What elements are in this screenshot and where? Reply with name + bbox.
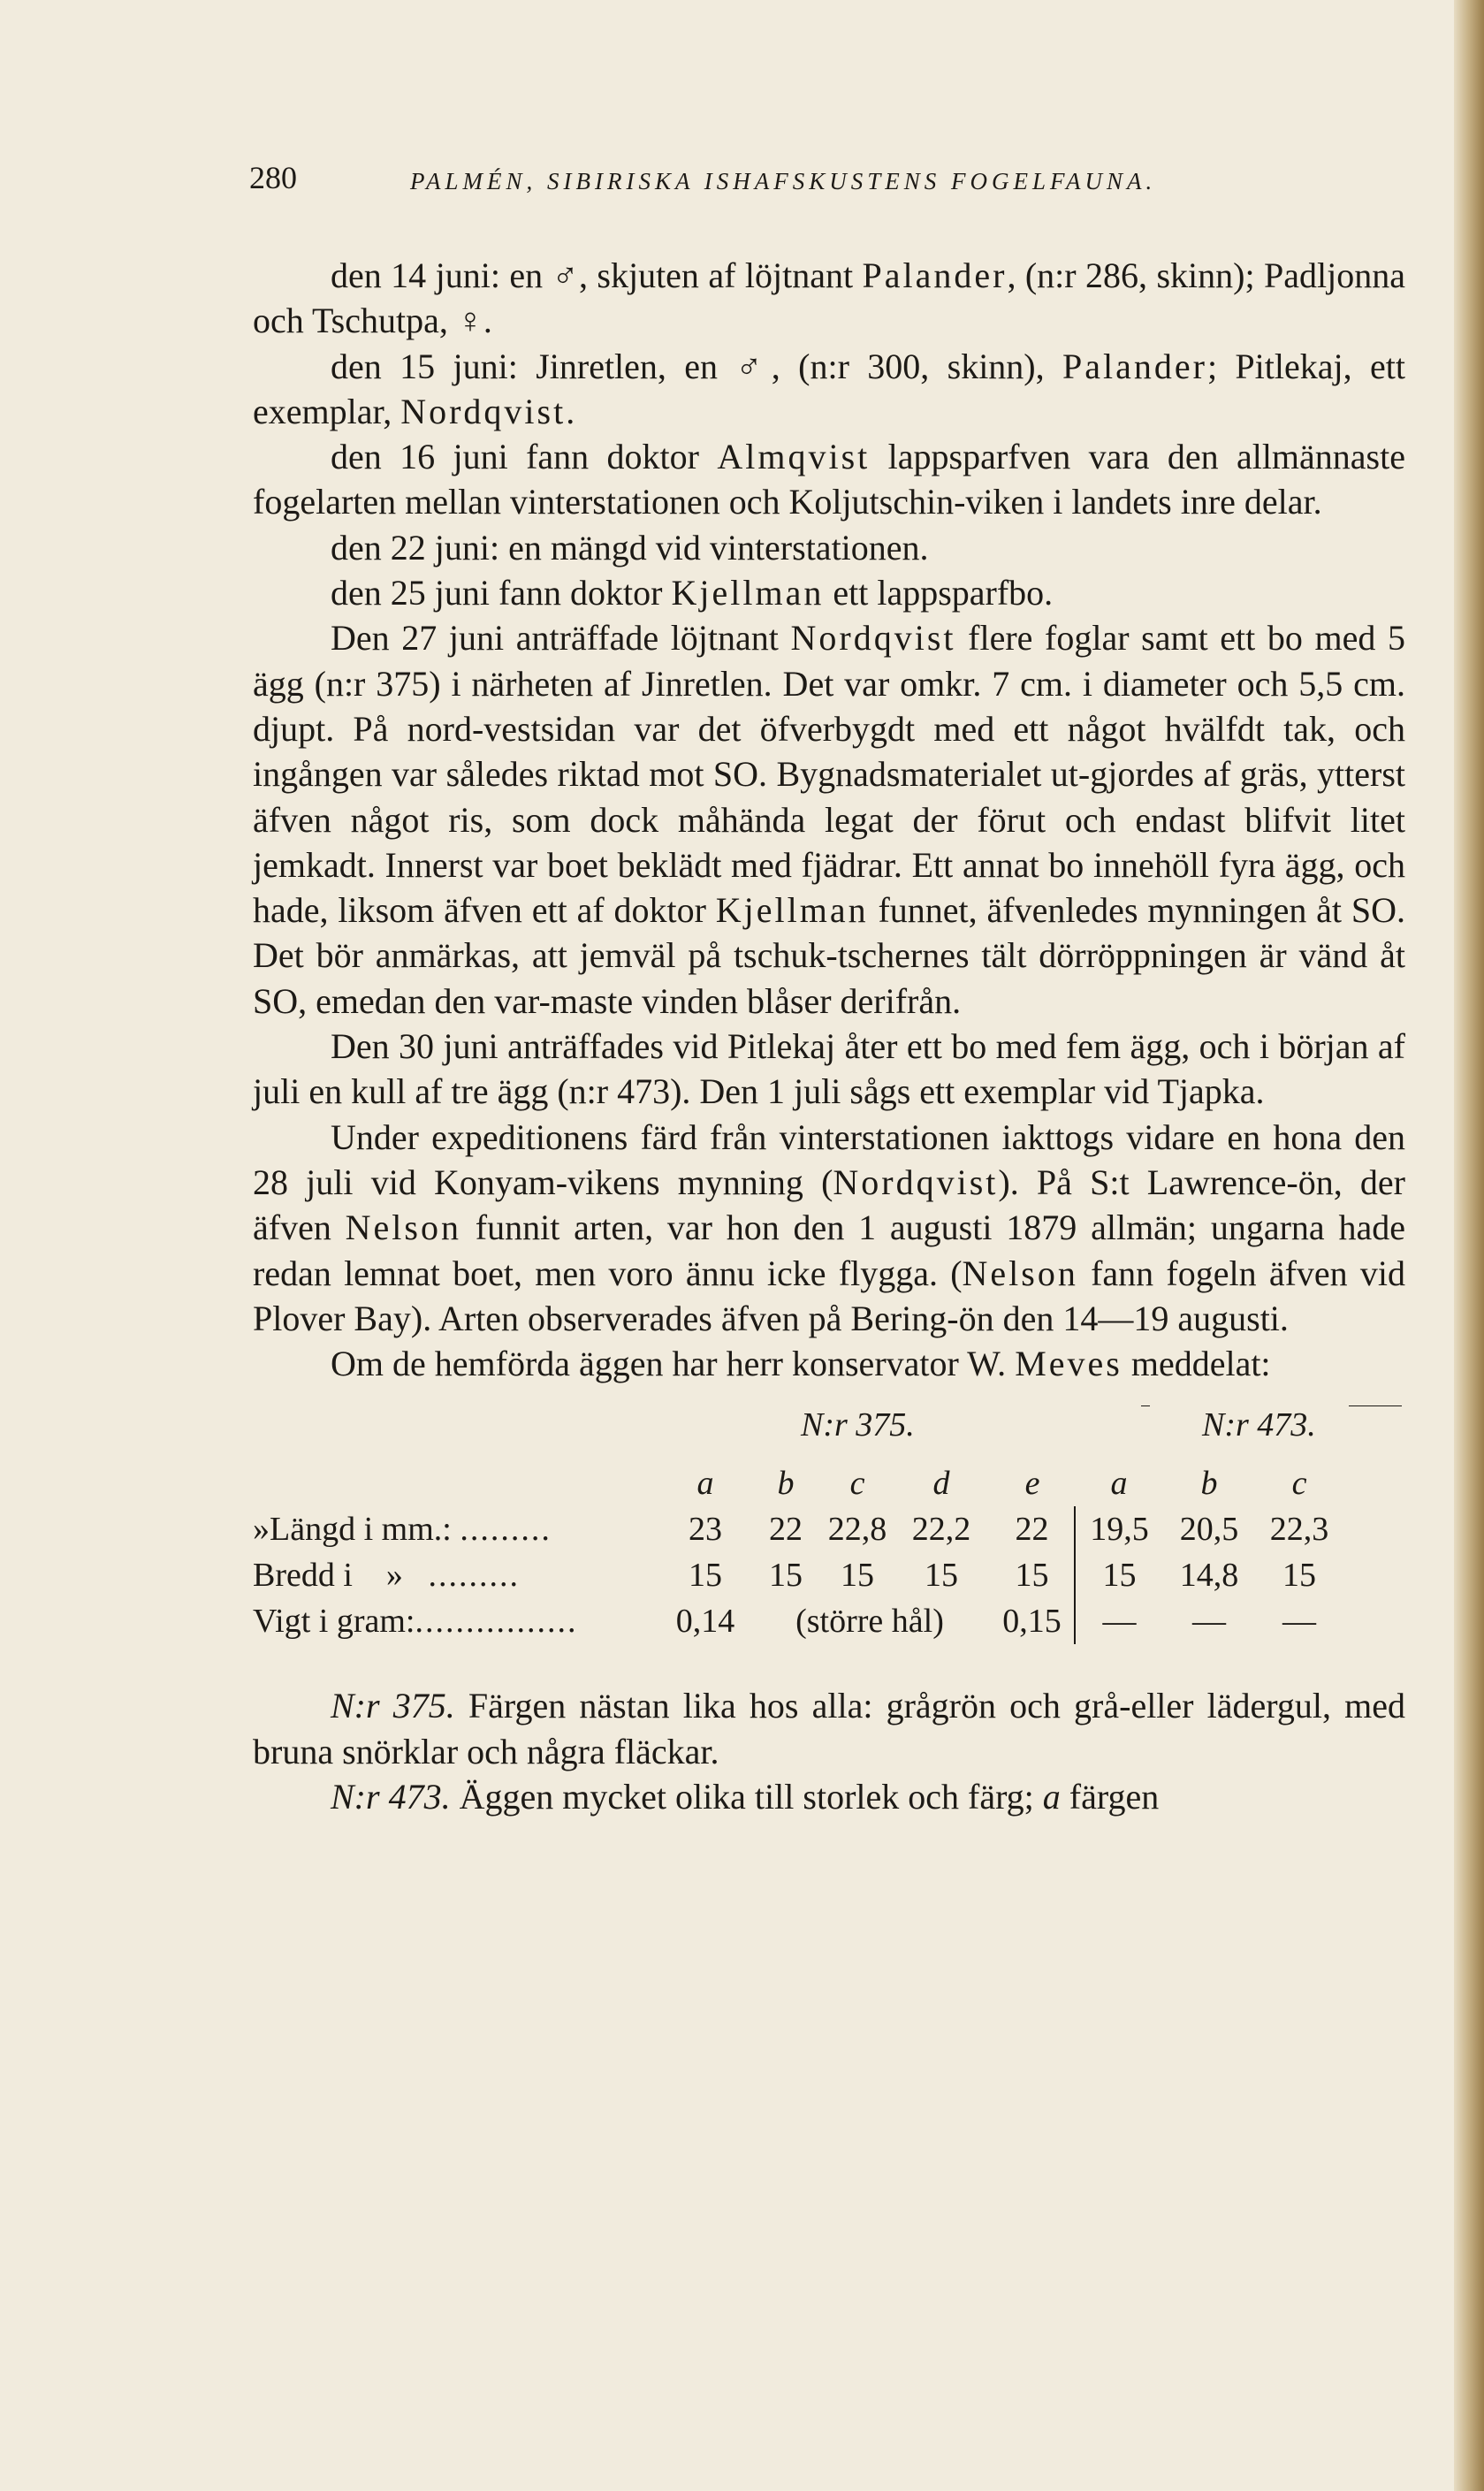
note-label: N:r 473. xyxy=(331,1777,451,1817)
text-run: lappsparfven vara den allmännaste fogelarten mellan vinterstationen och Koljutschin-viken i landets inre delar. xyxy=(253,437,1405,522)
empty-cell xyxy=(253,1460,661,1506)
text-run: flere foglar samt ett bo med 5 ägg (n:r 375) i närheten af Jinretlen. Det var omkr. 7 cm. i diameter och 5,5 cm. djupt. På nord-vestsidan var det öfverbygdt med ett något hvälfdt tak, och ingången var således riktad mot SO. Bygnadsmaterialet ut-gjordes af gräs, ytterst äfven något ris, som dock måhända legat der förut och endast blifvit litet jemkadt. Innerst var boet beklädt med fjädrar. Ett annat bo innehöll fyra ägg, och hade, liksom äfven ett af doktor xyxy=(253,618,1405,931)
table-cell: 0,14 xyxy=(675,1603,735,1641)
egg-table-column-letters xyxy=(253,1460,1343,1506)
text-run: ). På S:t Lawrence-ön, der äfven xyxy=(253,1162,1405,1248)
column-letter: a xyxy=(696,1465,714,1503)
running-title: PALMÉN, SIBIRISKA ISHAFSKUSTENS FOGELFAUNA. xyxy=(410,168,1157,194)
text-run: ; Pitlekaj, ett exemplar, xyxy=(253,346,1405,431)
text-run: den 15 juni: Jinretlen, en ♂, (n:r 300, skinn), xyxy=(331,346,1062,386)
page-number: 280 xyxy=(249,160,297,195)
paragraph-june-16 xyxy=(253,434,1405,525)
table-cell: 15 xyxy=(925,1557,958,1595)
name-nelson: Nelson xyxy=(962,1253,1078,1293)
group-header-375: N:r 375. xyxy=(801,1406,915,1444)
text-run: Om de hemförda äggen har herr konservator W. xyxy=(331,1344,1016,1384)
text-run: fann fogeln äfven vid Plover Bay). Arten observerades äfven på Bering-ön den 14—19 augusti. xyxy=(253,1253,1405,1338)
table-cell: — xyxy=(1192,1603,1226,1641)
text-run: den 14 juni: en ♂, skjuten af löjtnant xyxy=(331,255,863,295)
table-cell: — xyxy=(1282,1603,1316,1641)
table-cell: 15 xyxy=(689,1557,722,1595)
group-rule-right xyxy=(1349,1405,1402,1406)
group-rule-left xyxy=(1141,1405,1150,1406)
text-run: Äggen mycket olika till storlek och färg; xyxy=(450,1777,1043,1817)
row-label-weight xyxy=(253,1598,661,1644)
table-cell: 22 xyxy=(1015,1511,1049,1549)
group-header-473: N:r 473. xyxy=(1202,1406,1316,1444)
column-letter: e xyxy=(1024,1465,1040,1503)
column-letter: c xyxy=(1291,1465,1307,1503)
paragraph-june-25 xyxy=(253,570,1405,615)
column-letter: b xyxy=(777,1465,795,1503)
table-cell: 19,5 xyxy=(1075,1506,1163,1552)
name-palander: Palander xyxy=(1062,346,1207,386)
text-run: ett lappsparfbo. xyxy=(824,573,1054,613)
name-meves: Meves xyxy=(1015,1344,1123,1384)
column-letter: a xyxy=(1110,1465,1128,1503)
name-palander: Palander xyxy=(862,255,1008,295)
table-cell: 14,8 xyxy=(1179,1557,1239,1595)
text-run: , (n:r 286, skinn); Padljonna och Tschutpa, ♀. xyxy=(253,255,1405,341)
paragraph-june-30: Den 30 juni anträffades vid Pitlekaj åter ett bo med fem ägg, och i början af juli en kull af tre ägg (n:r 473). Den 1 juli sågs ett exemplar vid Tjapka. xyxy=(253,1026,1405,1112)
name-nordqvist: Nordqvist xyxy=(400,391,567,431)
text-run: funnet, äfvenledes mynningen åt SO. Det bör anmärkas, att jemväl på tschuk-tschernes tält dörröppningen är vänd åt SO, emedan den var-maste vinden blåser derifrån. xyxy=(253,890,1405,1021)
page-edge-shadow xyxy=(1454,0,1484,2491)
paragraph-expedition xyxy=(253,1115,1405,1341)
table-cell: 23 xyxy=(689,1511,722,1549)
table-cell: 22,8 xyxy=(827,1511,887,1549)
label-text: Bredd i » xyxy=(253,1557,429,1595)
name-almqvist: Almqvist xyxy=(717,437,871,477)
dot-leaders: ................ xyxy=(415,1603,578,1641)
egg-table-group-headers xyxy=(253,1405,1405,1460)
note-375 xyxy=(253,1683,1405,1774)
table-cell: 20,5 xyxy=(1179,1511,1239,1549)
dot-leaders: ......... xyxy=(428,1557,520,1595)
table-cell: 0,15 xyxy=(1002,1603,1062,1641)
egg-notes xyxy=(253,1683,1405,1819)
paragraph-meves xyxy=(253,1341,1405,1386)
label-text: Vigt i gram: xyxy=(253,1603,415,1641)
name-nelson: Nelson xyxy=(345,1207,461,1248)
text-run: den 16 juni fann doktor xyxy=(331,437,718,477)
name-nordqvist: Nordqvist xyxy=(833,1162,999,1202)
table-cell: (större hål) xyxy=(795,1603,944,1641)
column-letter: b xyxy=(1200,1465,1218,1503)
table-cell: 15 xyxy=(1015,1557,1049,1595)
table-cell: 22,2 xyxy=(911,1511,971,1549)
text-run: den 25 juni fann doktor xyxy=(331,573,672,613)
note-473 xyxy=(253,1774,1405,1819)
paragraph-june-22: den 22 juni: en mängd vid vinterstationen. xyxy=(331,527,929,568)
page-header xyxy=(249,159,1405,205)
label-text: »Längd i mm.: xyxy=(253,1511,460,1549)
table-cell: 15 xyxy=(769,1557,803,1595)
paragraph-june-15 xyxy=(253,344,1405,435)
table-cell: 22,3 xyxy=(1269,1511,1329,1549)
table-cell: 15 xyxy=(1282,1557,1316,1595)
name-nordqvist: Nordqvist xyxy=(790,618,956,659)
name-kjellman: Kjellman xyxy=(671,573,825,613)
column-letter: c xyxy=(849,1465,865,1503)
row-label-length xyxy=(253,1506,661,1552)
body-text xyxy=(253,253,1405,1386)
paragraph-june-14 xyxy=(253,253,1405,344)
egg-measurements xyxy=(253,1405,1405,1644)
row-label-width xyxy=(253,1552,661,1598)
note-label: N:r 375. xyxy=(331,1686,455,1726)
book-page xyxy=(249,159,1405,1819)
table-cell: — xyxy=(1075,1598,1163,1644)
name-kjellman: Kjellman xyxy=(715,890,869,931)
paragraph-june-27 xyxy=(253,615,1405,1024)
text-run: färgen xyxy=(1060,1777,1160,1817)
table-cell: 22 xyxy=(769,1511,803,1549)
column-letter: d xyxy=(932,1465,950,1503)
table-row xyxy=(253,1598,1343,1644)
table-row xyxy=(253,1506,1343,1552)
text-run: . xyxy=(566,391,575,431)
text-run: funnit arten, var hon den 1 augusti 1879 allmän; ungarna hade redan lemnat boet, men voro ännu icke flygga. ( xyxy=(253,1207,1405,1293)
egg-table xyxy=(253,1460,1343,1644)
text-run: Under expeditionens färd från vinterstationen iakttogs vidare en hona den 28 juli vid Konyam-vikens mynning ( xyxy=(253,1116,1405,1202)
table-cell: 15 xyxy=(841,1557,874,1595)
text-run: Den 27 juni anträffade löjtnant xyxy=(331,618,791,659)
text-run: meddelat: xyxy=(1122,1344,1271,1384)
table-row xyxy=(253,1552,1343,1598)
dot-leaders: ......... xyxy=(460,1511,552,1549)
text-run: a xyxy=(1042,1777,1061,1817)
table-cell: 15 xyxy=(1075,1552,1163,1598)
text-run: Färgen nästan lika hos alla: grågrön och grå-eller lädergul, med bruna snörklar och några fläckar. xyxy=(253,1686,1405,1771)
